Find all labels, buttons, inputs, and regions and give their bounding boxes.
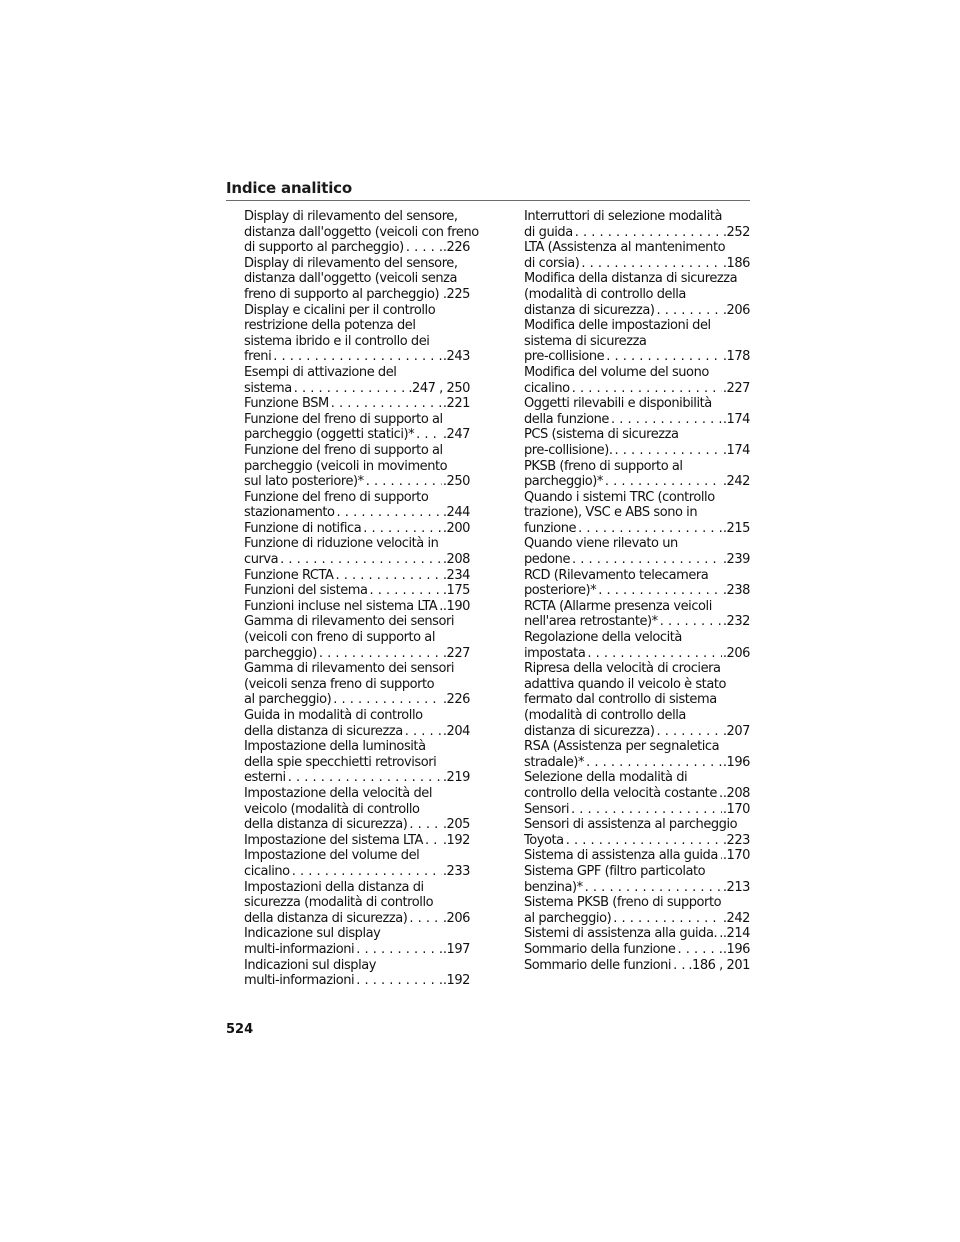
index-page-ref: .238: [722, 583, 750, 599]
dot-leader: [654, 303, 721, 319]
index-entry-last-line: [524, 755, 750, 771]
index-entry-text: Funzioni del sistema: [244, 583, 368, 599]
index-entry-text: controllo della velocità costante: [524, 785, 717, 801]
index-entry-last-line: [244, 864, 470, 880]
index-entry: [244, 568, 470, 584]
index-entry-text: Funzione del freno di supporto: [244, 489, 429, 505]
index-entry: [244, 536, 470, 567]
index-entry: [244, 303, 470, 365]
index-page-ref: .204: [442, 723, 470, 739]
index-entry-text: cicalino: [524, 380, 570, 396]
index-entry-text: funzione: [524, 520, 577, 536]
index-entry-text: Display di rilevamento del sensore,: [244, 209, 458, 224]
index-entry-last-line: [524, 583, 750, 599]
index-entry-text: trazione), VSC e ABS sono in: [524, 505, 698, 521]
index-entry-last-line: [524, 880, 750, 896]
index-entry: [524, 240, 750, 271]
index-entry-last-line: [244, 552, 470, 568]
index-page-ref: .215: [722, 520, 750, 536]
dot-leader: [654, 724, 721, 740]
index-entry-text: (veicoli senza freno di supporto: [244, 676, 435, 692]
index-entry-last-line: [244, 911, 470, 927]
index-entry-text: Oggetti rilevabili e disponibilità: [524, 396, 712, 412]
index-page-ref: .190: [442, 598, 470, 614]
index-entry-text: curva: [244, 552, 279, 568]
index-entry-text: Indicazioni sul display: [244, 957, 376, 973]
index-entry-text: esterni: [244, 770, 286, 786]
index-entry: [524, 318, 750, 365]
index-page-ref: .206: [442, 910, 470, 926]
index-entry: [524, 895, 750, 926]
index-entry: [524, 739, 750, 770]
index-entry-last-line: [244, 973, 470, 989]
dot-leader: [579, 256, 721, 272]
index-entry-text: Sistema GPF (filtro particolato: [524, 863, 706, 879]
dot-leader: [671, 958, 687, 974]
index-entry-text: distanza dall'oggetto (veicoli con freno: [244, 224, 479, 240]
index-entry-text: Funzione di riduzione velocità in: [244, 536, 439, 552]
index-entry: [244, 209, 479, 256]
index-entry-text: Display di rilevamento del sensore,: [244, 255, 458, 271]
index-entry-text: della distanza di sicurezza): [244, 910, 408, 926]
index-entry-text: parcheggio)*: [524, 474, 603, 490]
index-entry-text: Ripresa della velocità di crociera: [524, 661, 721, 677]
index-entry: [244, 614, 470, 661]
index-entry-text: sul lato posteriore)*: [244, 474, 364, 490]
index-entry-text: della spie specchietti retrovisori: [244, 754, 437, 770]
index-entry-text: (modalità di controllo della: [524, 286, 686, 302]
index-entry-text: pedone: [524, 552, 570, 568]
index-entry: [244, 958, 470, 989]
index-entry-last-line: [524, 786, 750, 802]
index-entry: [244, 926, 470, 957]
dot-leader: [278, 552, 442, 568]
dot-leader: [423, 833, 442, 849]
index-page-ref: .244: [442, 505, 470, 521]
index-entry: [524, 568, 750, 599]
index-column-right: [524, 209, 750, 973]
index-entry: [244, 521, 470, 537]
index-entry-last-line: [524, 614, 750, 630]
index-entry-last-line: [524, 381, 750, 397]
index-entry-text: PKSB (freno di supporto al: [524, 458, 683, 474]
index-page-ref: .226: [442, 692, 470, 708]
index-entry-last-line: [524, 225, 750, 241]
index-entry: [244, 661, 470, 708]
index-page-ref: .242: [722, 474, 750, 490]
dot-leader: [364, 474, 442, 490]
dot-leader: [585, 646, 722, 662]
index-entry-text: pre-collisione: [524, 349, 605, 365]
index-entry: [524, 490, 750, 537]
index-page-ref: .175: [442, 583, 470, 599]
index-entry: [524, 536, 750, 567]
index-page-ref: .213: [722, 879, 750, 895]
index-entry-text: Sensori: [524, 801, 570, 817]
index-entry-text: Impostazione della velocità del: [244, 785, 432, 801]
dot-leader: [584, 755, 722, 771]
index-entry-text: freni: [244, 349, 272, 365]
index-entry-last-line: [524, 911, 750, 927]
index-page-ref: .247: [442, 427, 470, 443]
index-entry-text: di guida: [524, 224, 573, 240]
dot-leader: [407, 817, 441, 833]
index-entry-text: impostata: [524, 645, 586, 661]
index-entry-text: Gamma di rilevamento dei sensori: [244, 614, 455, 630]
index-page-ref: .214: [722, 926, 750, 942]
index-page-ref: .242: [722, 910, 750, 926]
dot-leader: [576, 521, 722, 537]
index-entry-text: posteriore)*: [524, 583, 597, 599]
index-entry-text: della distanza di sicurezza): [244, 817, 408, 833]
index-entry-last-line: [524, 833, 750, 849]
index-entry-text: (modalità di controllo della: [524, 708, 686, 723]
index-entry-last-line: [524, 474, 750, 490]
index-entry: [524, 958, 750, 974]
index-page-ref: .208: [442, 552, 470, 568]
index-page-ref: .239: [722, 552, 750, 568]
index-entry: [244, 880, 470, 927]
index-entry: [244, 848, 470, 879]
index-entry-text: pre-collisione).: [524, 442, 613, 458]
index-entry: [244, 583, 470, 599]
index-entry: [244, 833, 470, 849]
index-entry-last-line: [524, 303, 750, 319]
dot-leader: [604, 349, 722, 365]
index-entry-text: di supporto al parcheggio): [244, 240, 404, 256]
index-entry-text: Regolazione della velocità: [524, 630, 682, 646]
index-entry-text: Modifica del volume del suono: [524, 364, 709, 380]
index-entry: [524, 942, 750, 958]
index-entry-last-line: [244, 505, 470, 521]
dot-leader: [368, 583, 442, 599]
index-column-left: [244, 209, 479, 989]
index-page-ref: .227: [442, 645, 470, 661]
index-entry-last-line: [524, 646, 750, 662]
index-entry-text: Sommario delle funzioni: [524, 957, 672, 973]
index-entry: [524, 864, 750, 895]
index-entry-text: Funzione RCTA: [244, 567, 334, 583]
dot-leader: [292, 381, 408, 397]
index-page-ref: .170: [722, 801, 750, 817]
index-page-ref: .232: [722, 614, 750, 630]
index-entry-last-line: [524, 848, 750, 864]
index-entry: [524, 427, 750, 458]
index-entry-last-line: [524, 802, 750, 818]
dot-leader: [603, 474, 722, 490]
index-page-ref: .223: [722, 832, 750, 848]
index-page-ref: .170: [722, 848, 750, 864]
index-page-ref: .196: [722, 754, 750, 770]
index-page-ref: .252: [722, 224, 750, 240]
index-entry-text: Sommario della funzione: [524, 941, 676, 957]
index-entry: [244, 443, 470, 490]
index-entry-text: adattiva quando il veicolo è stato: [524, 676, 726, 692]
index-entry-text: restrizione della potenza del: [244, 318, 416, 334]
dot-leader: [569, 802, 722, 818]
index-entry-text: Sistema di assistenza alla guida: [524, 848, 718, 864]
index-entry-text: Modifica della distanza di sicurezza: [524, 271, 738, 287]
index-entry: [244, 256, 470, 303]
index-entry: [244, 786, 470, 833]
index-entry: [524, 926, 750, 942]
index-entry-text: (veicoli con freno di supporto al: [244, 630, 435, 646]
index-page-ref: .196: [722, 941, 750, 957]
dot-leader: [573, 225, 722, 241]
index-entry-text: stradale)*: [524, 754, 585, 770]
index-entry-text: Quando i sistemi TRC (controllo: [524, 489, 715, 505]
index-entry: [524, 271, 750, 318]
index-entry-text: sistema ibrido e il controllo dei: [244, 333, 430, 349]
index-entry-text: sistema: [244, 380, 292, 396]
index-entry-text: Funzione del freno di supporto al: [244, 411, 443, 427]
index-page-ref: .206: [722, 645, 750, 661]
dot-leader: [329, 396, 442, 412]
index-entry-last-line: [244, 349, 470, 365]
index-entry-text: benzina)*: [524, 879, 583, 895]
dot-leader: [361, 521, 442, 537]
index-entry-text: Esempi di attivazione del: [244, 364, 397, 380]
index-entry-last-line: [244, 724, 470, 740]
index-entry-text: Guida in modalità di controllo: [244, 708, 423, 723]
index-page-ref: .247 , 250: [408, 380, 470, 396]
index-entry: [524, 630, 750, 661]
index-page-ref: .227: [722, 380, 750, 396]
index-entry: [524, 599, 750, 630]
index-entry-text: Sistema PKSB (freno di supporto: [524, 895, 722, 911]
index-entry-last-line: [244, 396, 470, 412]
index-entry-last-line: [244, 583, 470, 599]
index-entry: [524, 802, 750, 818]
index-entry-last-line: [244, 240, 470, 256]
index-entry-last-line: [524, 958, 750, 974]
dot-leader: [407, 911, 441, 927]
dot-leader: [613, 443, 722, 459]
index-page-ref: .197: [442, 941, 470, 957]
index-entry-text: di corsia): [524, 255, 580, 271]
index-page-ref: .200: [442, 520, 470, 536]
index-entry-text: Impostazione della luminosità: [244, 739, 426, 755]
index-entry: [244, 396, 470, 412]
index-entry-text: distanza dall'oggetto (veicoli senza: [244, 271, 458, 287]
index-entry-last-line: [244, 474, 470, 490]
index-entry: [244, 739, 470, 786]
dot-leader: [290, 864, 442, 880]
index-page-ref: .206: [722, 302, 750, 318]
index-page-ref: .186 , 201: [688, 957, 750, 973]
dot-leader: [354, 942, 442, 958]
dot-leader: [414, 427, 442, 443]
index-entry-text: multi-informazioni: [244, 973, 355, 989]
dot-leader: [317, 646, 442, 662]
index-entry: [524, 661, 750, 739]
index-entry-text: cicalino: [244, 863, 290, 879]
index-entry-last-line: [244, 427, 470, 443]
index-entry-last-line: [524, 412, 750, 428]
dot-leader: [404, 240, 442, 256]
index-entry-text: Sensori di assistenza al parcheggio: [524, 817, 738, 833]
index-page-ref: .219: [442, 770, 470, 786]
index-entry-last-line: [524, 256, 750, 272]
index-entry-text: RSA (Assistenza per segnaletica: [524, 739, 720, 755]
index-entry-text: parcheggio (veicoli in movimento: [244, 458, 448, 474]
index-entry-last-line: [244, 692, 470, 708]
index-entry-text: Interruttori di selezione modalità: [524, 209, 723, 224]
index-page-ref: .192: [442, 832, 470, 848]
index-entry-text: fermato dal controllo di sistema: [524, 692, 717, 708]
index-entry-last-line: [244, 817, 470, 833]
dot-leader: [596, 583, 722, 599]
index-entry-last-line: [244, 646, 470, 662]
index-entry-text: Sistemi di assistenza alla guida.: [524, 926, 718, 942]
index-entry-text: Display e cicalini per il controllo: [244, 302, 436, 318]
index-page-ref: .250: [442, 474, 470, 490]
dot-leader: [570, 381, 722, 397]
index-entry: [244, 412, 470, 443]
dot-leader: [271, 349, 442, 365]
index-entry-text: Impostazioni della distanza di: [244, 879, 424, 895]
dot-leader: [335, 505, 442, 521]
page-number: 524: [226, 1022, 254, 1037]
index-entry-text: Funzione di notifica: [244, 520, 362, 536]
section-title: Indice analitico: [226, 179, 352, 197]
index-entry-last-line: [524, 942, 750, 958]
index-entry-text: veicolo (modalità di controllo: [244, 801, 420, 817]
dot-leader: [333, 568, 441, 584]
dot-leader: [570, 552, 722, 568]
index-page-ref: .174: [722, 411, 750, 427]
index-entry-last-line: [524, 521, 750, 537]
dot-leader: [658, 614, 722, 630]
dot-leader: [675, 942, 721, 958]
dot-leader: [564, 833, 722, 849]
index-entry-text: al parcheggio): [244, 692, 332, 708]
index-entry: [244, 708, 470, 739]
index-page-ref: .174: [722, 442, 750, 458]
dot-leader: [286, 770, 442, 786]
index-entry-last-line: [244, 942, 470, 958]
index-page-ref: .221: [442, 396, 470, 412]
index-entry-last-line: [524, 926, 750, 942]
index-entry-text: della funzione: [524, 411, 609, 427]
index-entry-last-line: [244, 521, 470, 537]
index-entry-text: al parcheggio): [524, 910, 612, 926]
index-page-ref: .225: [442, 286, 470, 302]
index-entry-text: nell'area retrostante)*: [524, 614, 658, 630]
dot-leader: [403, 724, 442, 740]
index-entry: [524, 817, 750, 848]
index-entry-text: Impostazione del volume del: [244, 848, 420, 864]
index-entry-text: Quando viene rilevato un: [524, 536, 678, 552]
index-page-ref: .186: [722, 255, 750, 271]
index-entry-text: distanza di sicurezza): [524, 723, 655, 739]
index-page-ref: .205: [442, 817, 470, 833]
index-entry-last-line: [244, 599, 470, 615]
index-entry-last-line: [524, 552, 750, 568]
index-entry-last-line: [244, 833, 470, 849]
index-entry-text: freno di supporto al parcheggio): [244, 286, 440, 302]
index-entry-text: parcheggio (oggetti statici)*: [244, 427, 415, 443]
index-entry-text: Modifica delle impostazioni del: [524, 318, 711, 334]
index-entry-text: Selezione della modalità di: [524, 770, 688, 786]
index-entry: [524, 365, 750, 396]
index-entry: [244, 490, 470, 521]
index-entry-text: RCD (Rilevamento telecamera: [524, 567, 709, 583]
header-divider: [226, 200, 750, 201]
index-entry-last-line: [244, 381, 470, 397]
index-entry-text: Funzione del freno di supporto al: [244, 442, 443, 458]
index-entry-text: Funzioni incluse nel sistema LTA: [244, 598, 438, 614]
index-entry-text: RCTA (Allarme presenza veicoli: [524, 598, 712, 614]
index-entry-text: multi-informazioni: [244, 941, 355, 957]
index-entry: [524, 396, 750, 427]
index-entry-text: distanza di sicurezza): [524, 302, 655, 318]
index-entry-text: PCS (sistema di sicurezza: [524, 427, 679, 443]
index-entry-last-line: [244, 770, 470, 786]
index-entry: [244, 599, 470, 615]
index-entry-text: sicurezza (modalità di controllo: [244, 895, 434, 911]
index-page-ref: .226: [442, 240, 470, 256]
index-entry-last-line: [524, 724, 750, 740]
index-entry-text: della distanza di sicurezza: [244, 723, 403, 739]
index-entry-last-line: [524, 349, 750, 365]
index-page-ref: .192: [442, 973, 470, 989]
index-entry-text: LTA (Assistenza al mantenimento: [524, 240, 726, 256]
index-entry-text: Funzione BSM: [244, 396, 329, 412]
index-page-ref: .243: [442, 349, 470, 365]
index-entry-text: stazionamento: [244, 505, 335, 521]
index-entry-text: Indicazione sul display: [244, 926, 381, 942]
dot-leader: [583, 880, 722, 896]
index-page-ref: .234: [442, 567, 470, 583]
index-entry-last-line: [524, 443, 750, 459]
index-entry: [524, 209, 750, 240]
index-entry-text: Gamma di rilevamento dei sensori: [244, 661, 455, 677]
dot-leader: [611, 911, 722, 927]
index-page-ref: .233: [442, 863, 470, 879]
index-page-ref: .207: [722, 723, 750, 739]
index-entry-text: parcheggio): [244, 645, 317, 661]
index-entry: [244, 365, 470, 396]
index-entry: [524, 848, 750, 864]
dot-leader: [331, 692, 442, 708]
index-entry-text: Impostazione del sistema LTA: [244, 832, 423, 848]
index-page-ref: .178: [722, 349, 750, 365]
index-entry-last-line: [244, 568, 470, 584]
index-entry-last-line: [244, 287, 470, 303]
index-entry: [524, 770, 750, 801]
dot-leader: [354, 973, 442, 989]
index-entry-text: Toyota: [524, 832, 564, 848]
dot-leader: [609, 412, 722, 428]
index-page-ref: .208: [722, 785, 750, 801]
index-entry: [524, 459, 750, 490]
index-entry-text: sistema di sicurezza: [524, 333, 647, 349]
